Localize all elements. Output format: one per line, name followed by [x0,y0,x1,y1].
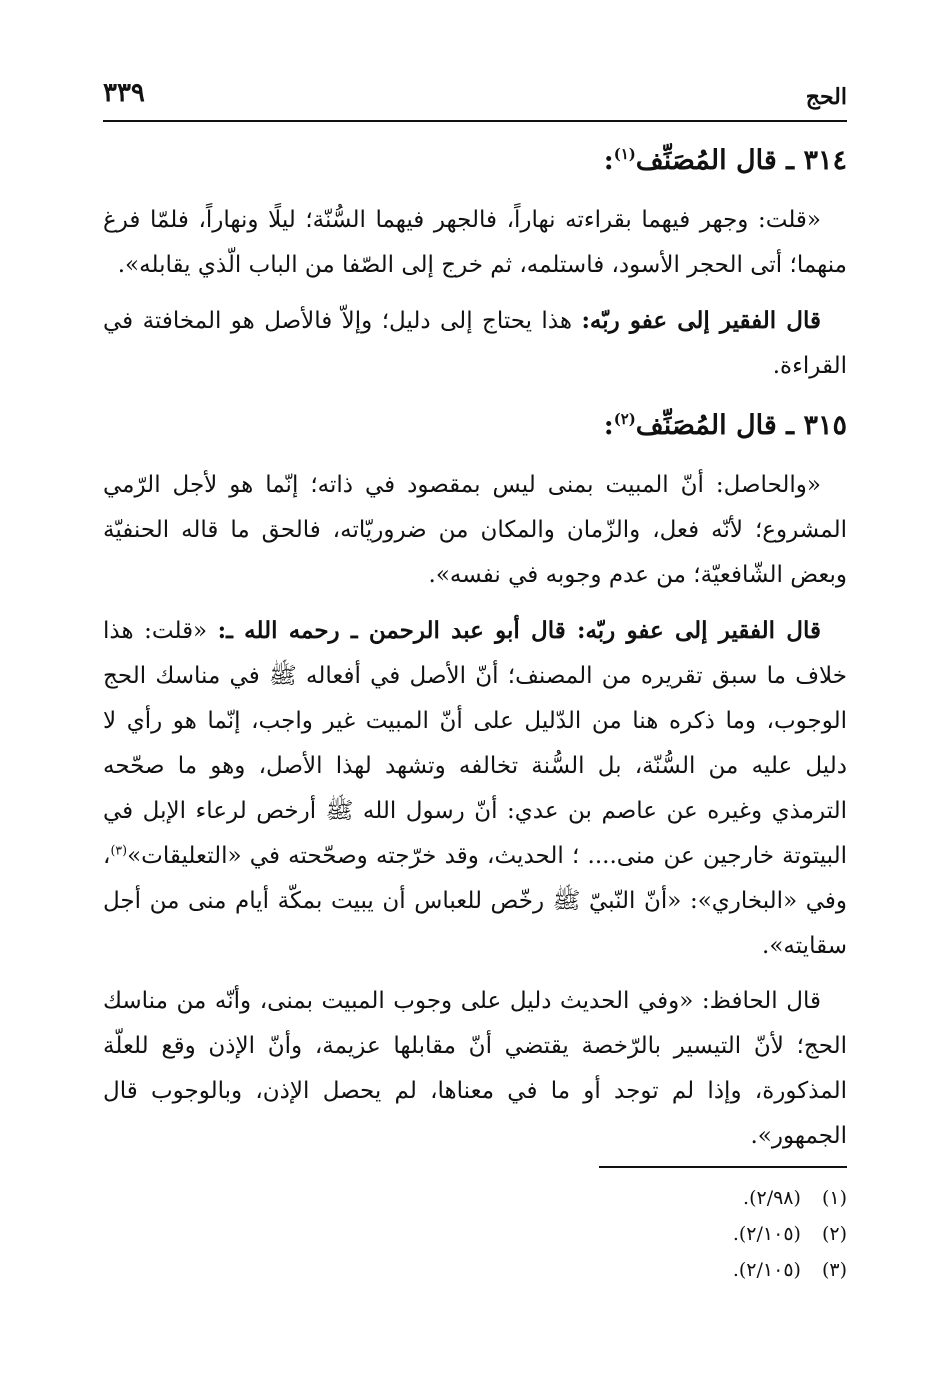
footnote-item [733,1252,847,1288]
section-heading [103,138,847,184]
footnote-text: (٢/١٠٥). [732,1259,801,1281]
page-number: ٣٣٩ [103,78,145,108]
heading-colon: : [603,145,614,176]
commentary-lead: قال الفقير إلى عفو ربّه: [581,307,821,334]
footnote-item [733,1180,847,1216]
heading-text: ٣١٤ ـ قال المُصَنِّف [635,145,847,176]
footnote-number: (١) [821,1187,847,1209]
commentary-text: هذا يحتاج إلى دليل؛ وإلاّ فالأصل هو المخافتة في القراءة. [103,308,847,379]
commentary-paragraph [103,608,847,969]
running-head: الحج [805,84,847,110]
commentary-lead: قال الفقير إلى عفو ربّه: قال أبو عبد الرحمن ـ رحمه الله ـ: [217,617,821,644]
commentary-text: «قلت: هذا خلاف ما سبق تقريره من المصنف؛ أنّ الأصل في أفعاله ﷺ في مناسك الحج الوجوب، وما ذكره هنا من الدّليل على أنّ المبيت غير واجب، إنّما هو رأي لا دليل عليه من السُّنّة، بل السُّنة تخالفه وتشهد لهذا الأصل، وهو ما صحّحه الترمذي وغيره عن عاصم بن عدي: أنّ رسول الله ﷺ أرخص لرعاء الإبل في البيتوتة خارجين عن منى.... ؛ الحديث، وقد خرّجته وصحّحته في «التعليقات» [103,618,847,869]
footnote-ref: (٣) [110,842,128,858]
heading-colon: : [603,410,614,441]
footnote-text: (٢/٩٨). [743,1187,801,1209]
footnote-separator [599,1166,847,1168]
footnote-ref: (٢) [613,410,636,428]
footnote-number: (٢) [821,1223,847,1245]
quote-paragraph: «والحاصل: أنّ المبيت بمنى ليس بمقصود في ذاته؛ إنّما هو لأجل الرّمي المشروع؛ لأنّه فعل، والزّمان والمكان من ضروريّاته، فالحق ما قاله الحنفيّة وبعض الشّافعيّة؛ من عدم وجوبه في نفسه». [103,472,847,588]
quote-paragraph: «قلت: وجهر فيهما بقراءته نهاراً، فالجهر فيهما السُّنّة؛ ليلًا ونهاراً، فلمّا فرغ منهما؛ أتى الحجر الأسود، فاستلمه، ثم خرج إلى الصّفا من الباب الّذي يقابله». [103,207,847,278]
page-header [103,78,847,122]
footnote-number: (٣) [821,1259,847,1281]
section-heading [103,403,847,449]
commentary-paragraph [103,298,847,389]
footnotes [733,1180,847,1288]
footnote-item [733,1216,847,1252]
footnote-ref: (١) [613,145,636,163]
commentary-text: ، وفي «البخاري»: «أنّ النّبيّ ﷺ رخّص للعباس أن يبيت بمكّة أيام منى من أجل سقايته». [103,843,847,959]
footnote-text: (٢/١٠٥). [732,1223,801,1245]
heading-text: ٣١٥ ـ قال المُصَنِّف [635,410,847,441]
page-body [103,138,847,1169]
hafiz-paragraph: قال الحافظ: «وفي الحديث دليل على وجوب المبيت بمنى، وأنّه من مناسك الحج؛ لأنّ التيسير بالرّخصة يقتضي أنّ مقابلها عزيمة، وأنّ الإذن وقع للعلّة المذكورة، وإذا لم توجد أو ما في معناها، لم يحصل الإذن، وبالوجوب قال الجمهور». [103,988,847,1149]
